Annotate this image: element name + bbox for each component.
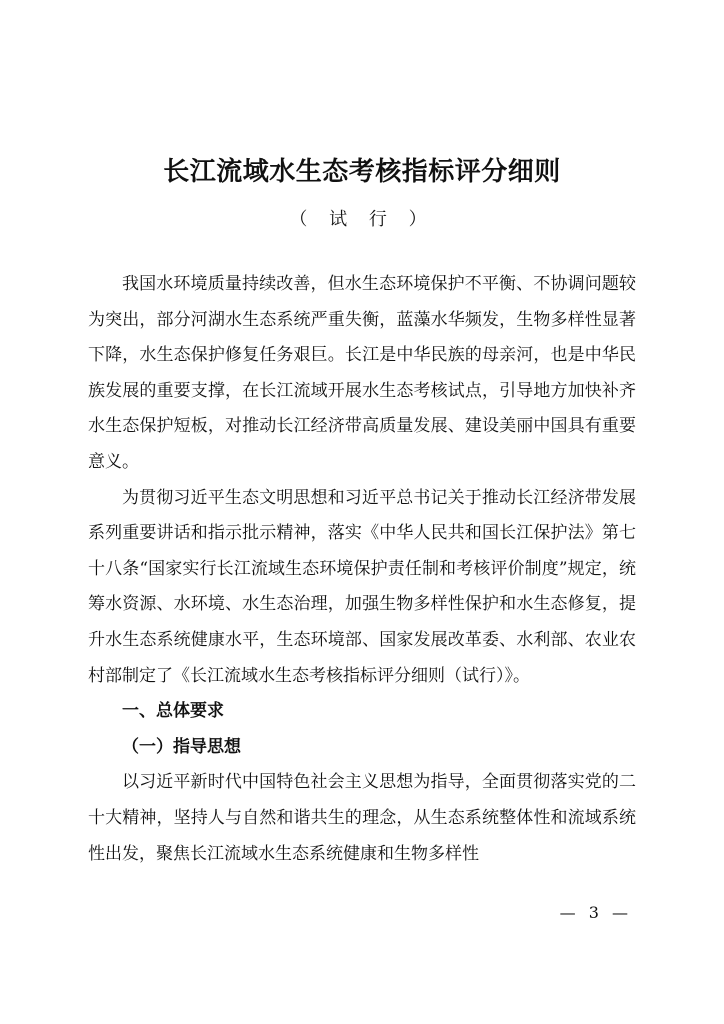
paragraph-intro: 我国水环境质量持续改善，但水生态环境保护不平衡、不协调问题较为突出，部分河湖水生态系统严重失衡，蓝藻水华频发，生物多样性显著下降，水生态保护修复任务艰巨。长江是中华民族的母亲河，也是中华民族发展的重要支撑，在长江流域开展水生态考核试点，引导地方加快补齐水生态保护短板，对推动长江经济带高质量发展、建设美丽中国具有重要意义。 xyxy=(88,274,636,472)
subsection-heading-guiding-ideology: （一）指导思想 xyxy=(122,736,241,757)
section-heading-general-requirements: 一、总体要求 xyxy=(122,701,224,722)
document-body xyxy=(88,267,636,872)
document-subtitle: （ 试 行 ） xyxy=(289,209,435,230)
page-number: — 3 — xyxy=(559,903,632,922)
paragraph-purpose: 为贯彻习近平生态文明思想和习近平总书记关于推动长江经济带发展系列重要讲话和指示批示精神，落实《中华人民共和国长江保护法》第七十八条“国家实行长江流域生态环境保护责任制和考核评价制度”规定，统筹水资源、水环境、水生态治理，加强生物多样性保护和水生态修复，提升水生态系统健康水平，生态环境部、国家发展改革委、水利部、农业农村部制定了《长江流域水生态考核指标评分细则（试行）》。 xyxy=(88,487,636,686)
document-title: 长江流域水生态考核指标评分细则 xyxy=(163,157,561,187)
paragraph-guiding-ideology: 以习近平新时代中国特色社会主义思想为指导，全面贯彻落实党的二十大精神，坚持人与自然和谐共生的理念，从生态系统整体性和流域系统性出发，聚焦长江流域水生态系统健康和生物多样性 xyxy=(88,772,636,864)
